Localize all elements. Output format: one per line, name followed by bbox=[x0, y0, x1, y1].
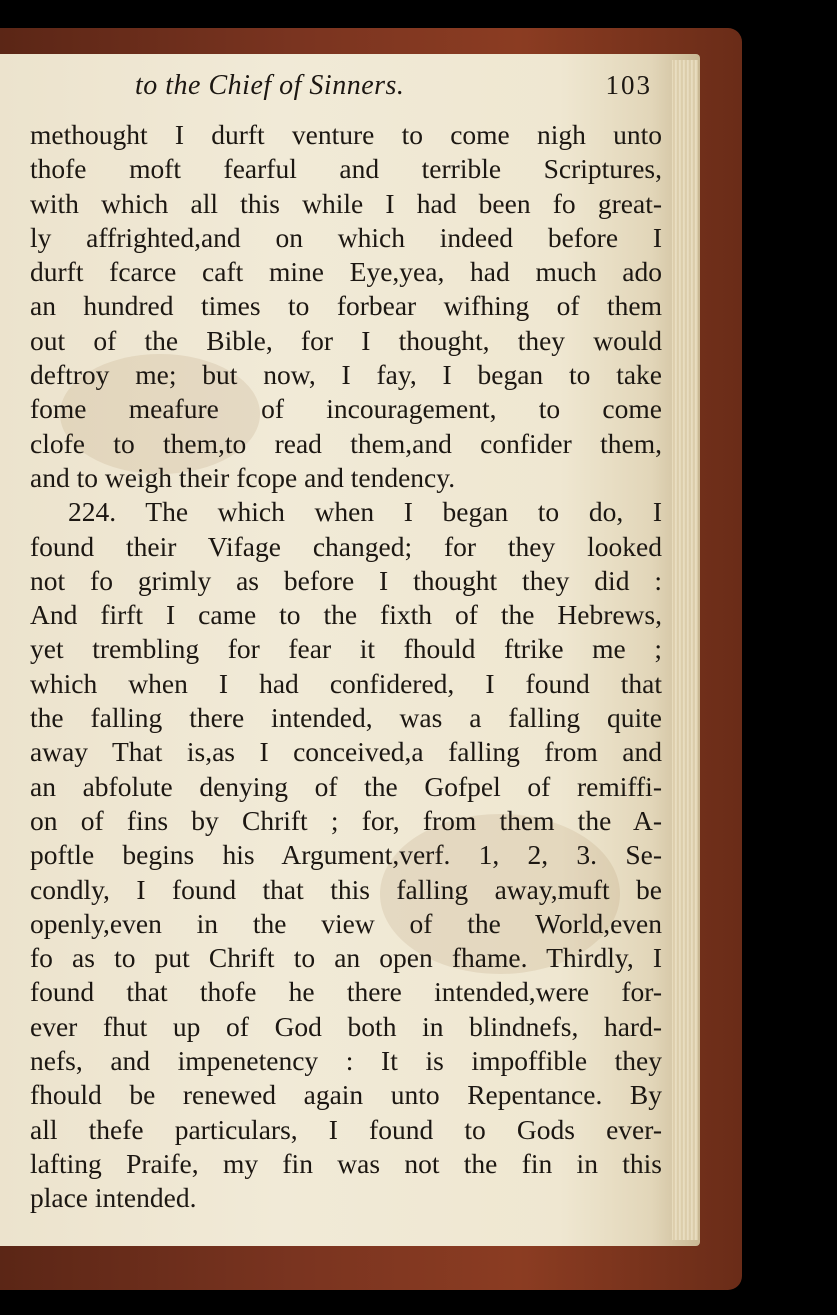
running-title: to the Chief of Sinners. bbox=[135, 70, 405, 101]
text-line: which when I had confidered, I found that bbox=[30, 667, 662, 699]
page-fore-edge bbox=[672, 60, 698, 1240]
running-head bbox=[30, 70, 662, 118]
text-line: ever fhut up of God both in blindnefs, hard- bbox=[30, 1010, 662, 1042]
text-line: found their Vifage changed; for they looked bbox=[30, 530, 662, 562]
text-line: away That is,as I conceived,a falling from and bbox=[30, 736, 662, 768]
text-line: place intended. bbox=[30, 1182, 197, 1214]
text-line: lafting Praife, my fin was not the fin in this bbox=[30, 1147, 662, 1179]
text-line: fome meafure of incouragement, to come bbox=[30, 393, 662, 425]
text-line: fo as to put Chrift to an open fhame. Thirdly, I bbox=[30, 942, 662, 974]
text-line: an hundred times to forbear wifhing of them bbox=[30, 290, 662, 322]
paragraph-224-start: 224. The which when I began to do, I bbox=[68, 496, 662, 528]
text-line: nefs, and impenetency : It is impoffible they bbox=[30, 1045, 662, 1077]
text-line: the falling there intended, was a falling quite bbox=[30, 702, 662, 734]
text-line: not fo grimly as before I thought they did : bbox=[30, 564, 662, 596]
text-line: on of fins by Chrift ; for, from them the A- bbox=[30, 804, 662, 836]
text-line: durft fcarce caft mine Eye,yea, had much ado bbox=[30, 256, 662, 288]
text-line: an abfolute denying of the Gofpel of remiffi- bbox=[30, 770, 662, 802]
text-line: ly affrighted,and on which indeed before I bbox=[30, 221, 662, 253]
text-line: condly, I found that this falling away,muft be bbox=[30, 873, 662, 905]
text-line: And firft I came to the fixth of the Hebrews, bbox=[30, 599, 662, 631]
text-line: and to weigh their fcope and tendency. bbox=[30, 461, 456, 493]
catchword: Firft, bbox=[760, 1200, 817, 1230]
page-number: 103 bbox=[605, 70, 652, 100]
text-line: found that thofe he there intended,were for- bbox=[30, 976, 662, 1008]
text-line: deftroy me; but now, I fay, I began to take bbox=[30, 359, 662, 391]
text-line: with which all this while I had been fo great- bbox=[30, 187, 662, 219]
text-line: openly,even in the view of the World,even bbox=[30, 907, 662, 939]
text-line: methought I durft venture to come nigh unto bbox=[30, 119, 662, 150]
text-line: thofe moft fearful and terrible Scriptures, bbox=[30, 153, 662, 185]
text-line: fhould be renewed again unto Repentance. By bbox=[30, 1079, 662, 1111]
text-line: clofe to them,to read them,and confider them, bbox=[30, 427, 662, 459]
text-line: poftle begins his Argument,verf. 1, 2, 3. Se- bbox=[30, 839, 662, 871]
text-line: yet trembling for fear it fhould ftrike me ; bbox=[30, 633, 662, 665]
page-text bbox=[30, 70, 662, 1216]
text-line: out of the Bible, for I thought, they would bbox=[30, 324, 662, 356]
text-line: all thefe particulars, I found to Gods ever- bbox=[30, 1113, 662, 1145]
